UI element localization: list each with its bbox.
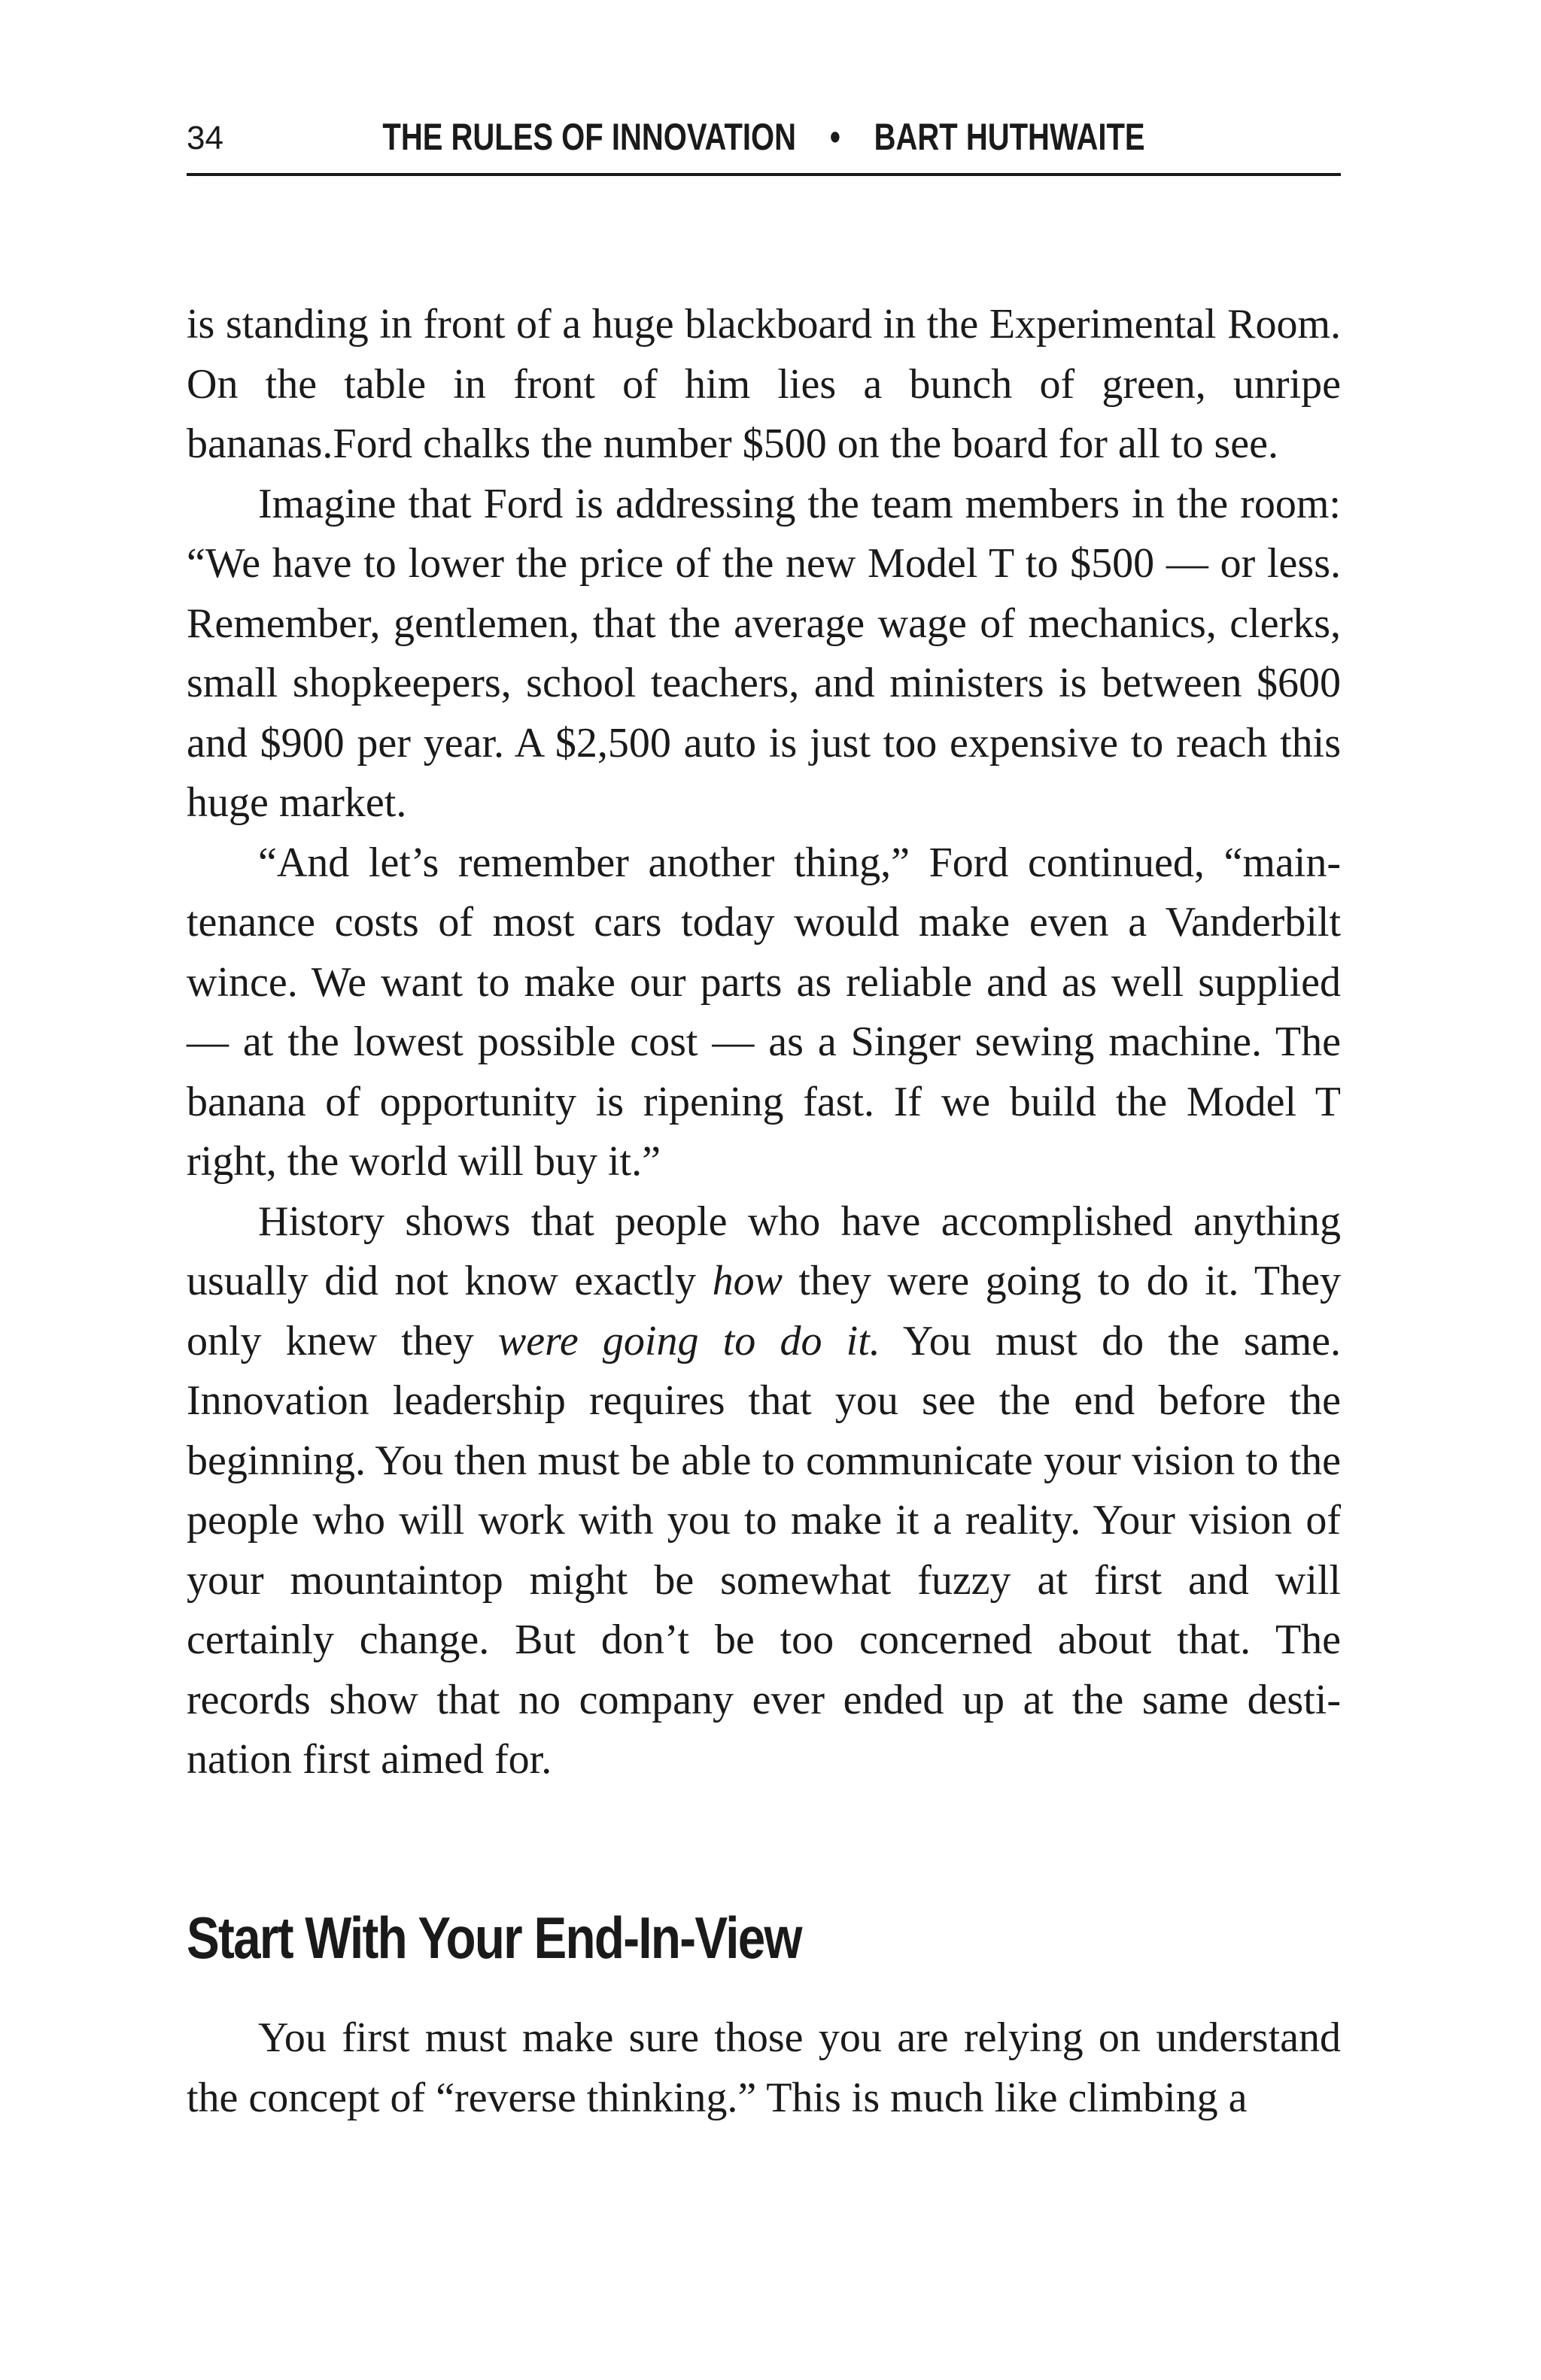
italic-text: how: [712, 1258, 783, 1304]
author-name: BART HUTHWAITE: [874, 116, 1145, 158]
italic-text: were going to do it.: [497, 1317, 880, 1365]
paragraph: [187, 1192, 1341, 1790]
paragraph: [187, 475, 1341, 833]
paragraph: [187, 833, 1341, 1192]
text-run: Imagine that Ford is addressing the team members in the room: “We have to lower the price of the new Model T to $500 — or less. Remember, gentlemen, that the average wage of mechanics, clerks, small shopkeepers, school teachers, and ministers is between $600 and $900 per year. A $2,500 auto is just too expensive to reach this huge market.: [187, 480, 1341, 826]
page-number: 34: [187, 120, 223, 156]
text-run: You must do the same. Innovation leadership requires that you see the end before the beginning. You then must be able to communicate your vision to the people who will work with you to make it a reality. Your vision of your mountaintop might be somewhat fuzzy at first and will certainly change. But don’t be too concerned about that. The records show that no company ever ended up at the same destination first aimed for.: [187, 1317, 1341, 1783]
running-head-title: [302, 113, 1225, 161]
separator-bullet: •: [829, 116, 840, 158]
section-heading: Start With Your End-In-View: [187, 1905, 801, 1971]
body-text: [187, 295, 1341, 1790]
text-run: “And let’s remember another thing,” Ford continued, “maintenance costs of most cars today would make even a Vanderbilt wince. We want to make our parts as reliable and as well supplied — at the lowest possible cost — as a Singer sewing machine. The banana of opportunity is ripening fast. If we build the Model T right, the world will buy it.”: [187, 839, 1341, 1185]
text-run: History shows that people who have accomplished anything usually did not know exactly: [187, 1198, 1341, 1304]
book-title: THE RULES OF INNOVATION: [382, 116, 797, 158]
running-head: [187, 113, 1341, 176]
text-run: they were going to do it. They only knew they: [187, 1258, 1341, 1365]
text-run: is standing in front of a huge blackboard in the Experimental Room. On the table in front of him lies a bunch of green, unripe bananas.Ford chalks the number $500 on the board for all to see.: [187, 301, 1341, 467]
paragraph: You first must make sure those you are relying on understand the concept of “reverse thinking.” This is much like climbing a: [187, 2014, 1341, 2121]
section-body-text: [187, 2008, 1341, 2128]
paragraph: [187, 295, 1341, 475]
